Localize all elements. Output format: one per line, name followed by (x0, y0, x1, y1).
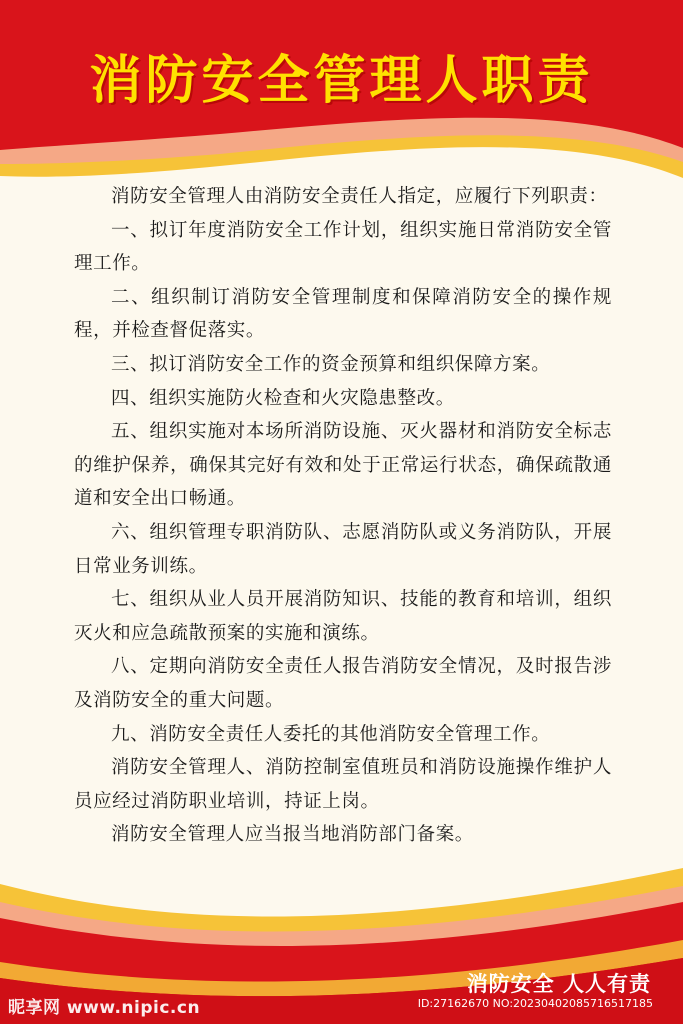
paragraph-duty-4: 四、组织实施防火检查和火灾隐患整改。 (111, 387, 455, 409)
page-title: 消防安全管理人职责 (89, 51, 594, 111)
paragraph-duty-9: 九、消防安全责任人委托的其他消防安全管理工作。 (111, 723, 551, 745)
paragraph-duty-1: 一、拟订年度消防安全工作计划，组织实施日常消防安全管理工作。 (74, 219, 612, 275)
footer-slogan: 消防安全 人人有责 (466, 972, 651, 996)
paragraph-duty-7: 七、组织从业人员开展消防知识、技能的教育和培训，组织灭火和应急疏散预案的实施和演练。 (74, 589, 612, 644)
watermark: 昵享网 www.nipic.cn (8, 998, 201, 1018)
paragraph-duty-2: 二、组织制订消防安全管理制度和保障消防安全的操作规程，并检查督促落实。 (74, 286, 612, 342)
paragraph-duty-5: 五、组织实施对本场所消防设施、灭火器材和消防安全标志的维护保养，确保其完好有效和处于正常运行状态，确保疏散通道和安全出口畅通。 (74, 421, 612, 510)
paragraph-duty-6: 六、组织管理专职消防队、志愿消防队或义务消防队，开展日常业务训练。 (74, 521, 612, 577)
duties-text (74, 180, 612, 852)
paragraph-registration: 消防安全管理人应当报当地消防部门备案。 (111, 824, 474, 846)
paragraph-intro: 消防安全管理人由消防安全责任人指定，应履行下列职责： (111, 186, 608, 207)
paragraph-duty-3: 三、拟订消防安全工作的资金预算和组织保障方案。 (111, 353, 551, 375)
paragraph-training: 消防安全管理人、消防控制室值班员和消防设施操作维护人员应经过消防职业培训，持证上岗。 (74, 757, 612, 812)
footer-id-line: ID:27162670 NO:20230402085716517185 (417, 997, 653, 1010)
paragraph-duty-8: 八、定期向消防安全责任人报告消防安全情况，及时报告涉及消防安全的重大问题。 (74, 656, 612, 711)
